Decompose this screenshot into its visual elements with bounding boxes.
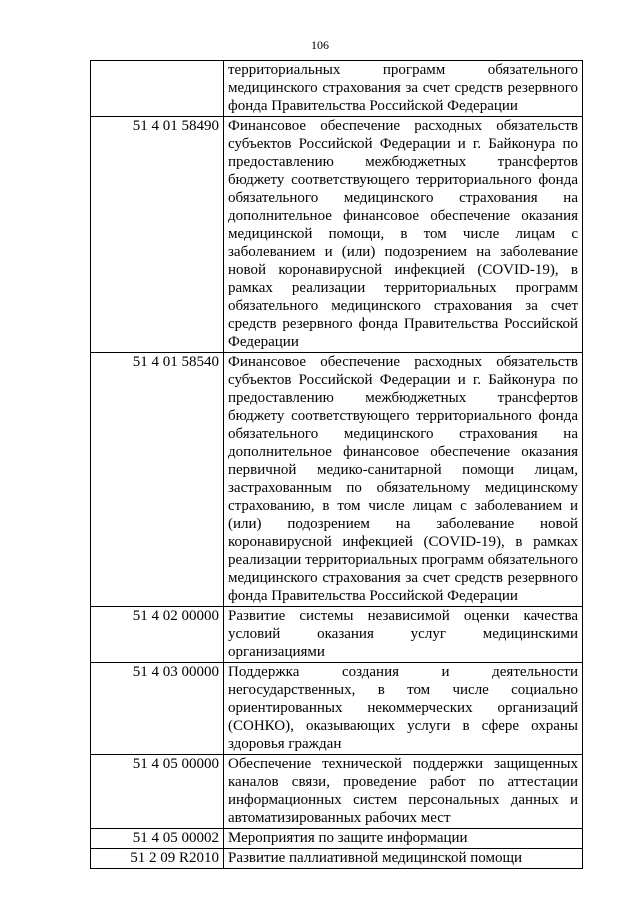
- code-cell: 51 4 03 00000: [91, 663, 224, 755]
- code-cell: 51 4 02 00000: [91, 607, 224, 663]
- table-row: [91, 607, 583, 663]
- code-cell: 51 4 01 58490: [91, 117, 224, 353]
- table-row: [91, 849, 583, 869]
- table-row: [91, 117, 583, 353]
- table-row: [91, 61, 583, 117]
- code-cell: 51 4 01 58540: [91, 353, 224, 607]
- table-row: [91, 353, 583, 607]
- description-cell: Финансовое обеспечение расходных обязательств субъектов Российской Федерации и г. Байконура по предоставлению межбюджетных трансфертов бюджету соответствующего территориального фонда обязательного медицинского страхования на дополнительное финансовое обеспечение оказания медицинской помощи, в том числе лицам с заболеванием и (или) подозрением на заболевание новой коронавирусной инфекцией (COVID-19), в рамках реализации территориальных программ обязательного медицинского страхования за счет средств резервного фонда Правительства Российской Федерации: [224, 117, 583, 353]
- description-cell: Финансовое обеспечение расходных обязательств субъектов Российской Федерации и г. Байконура по предоставлению межбюджетных трансфертов бюджету соответствующего территориального фонда обязательного медицинского страхования на дополнительное финансовое обеспечение оказания первичной медико-санитарной помощи лицам, застрахованным по обязательному медицинскому страхованию, в том числе лицам с заболеванием и (или) подозрением на заболевание новой коронавирусной инфекцией (COVID-19), в рамках реализации территориальных программ обязательного медицинского страхования за счет средств резервного фонда Правительства Российской Федерации: [224, 353, 583, 607]
- description-cell: Поддержка создания и деятельности негосударственных, в том числе социально ориентированных некоммерческих организаций (СОНКО), оказывающих услуги в сфере охраны здоровья граждан: [224, 663, 583, 755]
- table-row: [91, 755, 583, 829]
- description-cell: территориальных программ обязательного медицинского страхования за счет средств резервного фонда Правительства Российской Федерации: [224, 61, 583, 117]
- table-row: [91, 663, 583, 755]
- code-cell: 51 4 05 00000: [91, 755, 224, 829]
- table-row: [91, 829, 583, 849]
- code-cell: 51 2 09 R2010: [91, 849, 224, 869]
- budget-code-table: [90, 60, 583, 869]
- code-cell: [91, 61, 224, 117]
- page-number: 106: [311, 38, 329, 52]
- description-cell: Развитие паллиативной медицинской помощи: [224, 849, 583, 869]
- description-cell: Обеспечение технической поддержки защищенных каналов связи, проведение работ по аттестации информационных систем персональных данных и автоматизированных рабочих мест: [224, 755, 583, 829]
- description-cell: Развитие системы независимой оценки качества условий оказания услуг медицинскими организациями: [224, 607, 583, 663]
- description-cell: Мероприятия по защите информации: [224, 829, 583, 849]
- code-cell: 51 4 05 00002: [91, 829, 224, 849]
